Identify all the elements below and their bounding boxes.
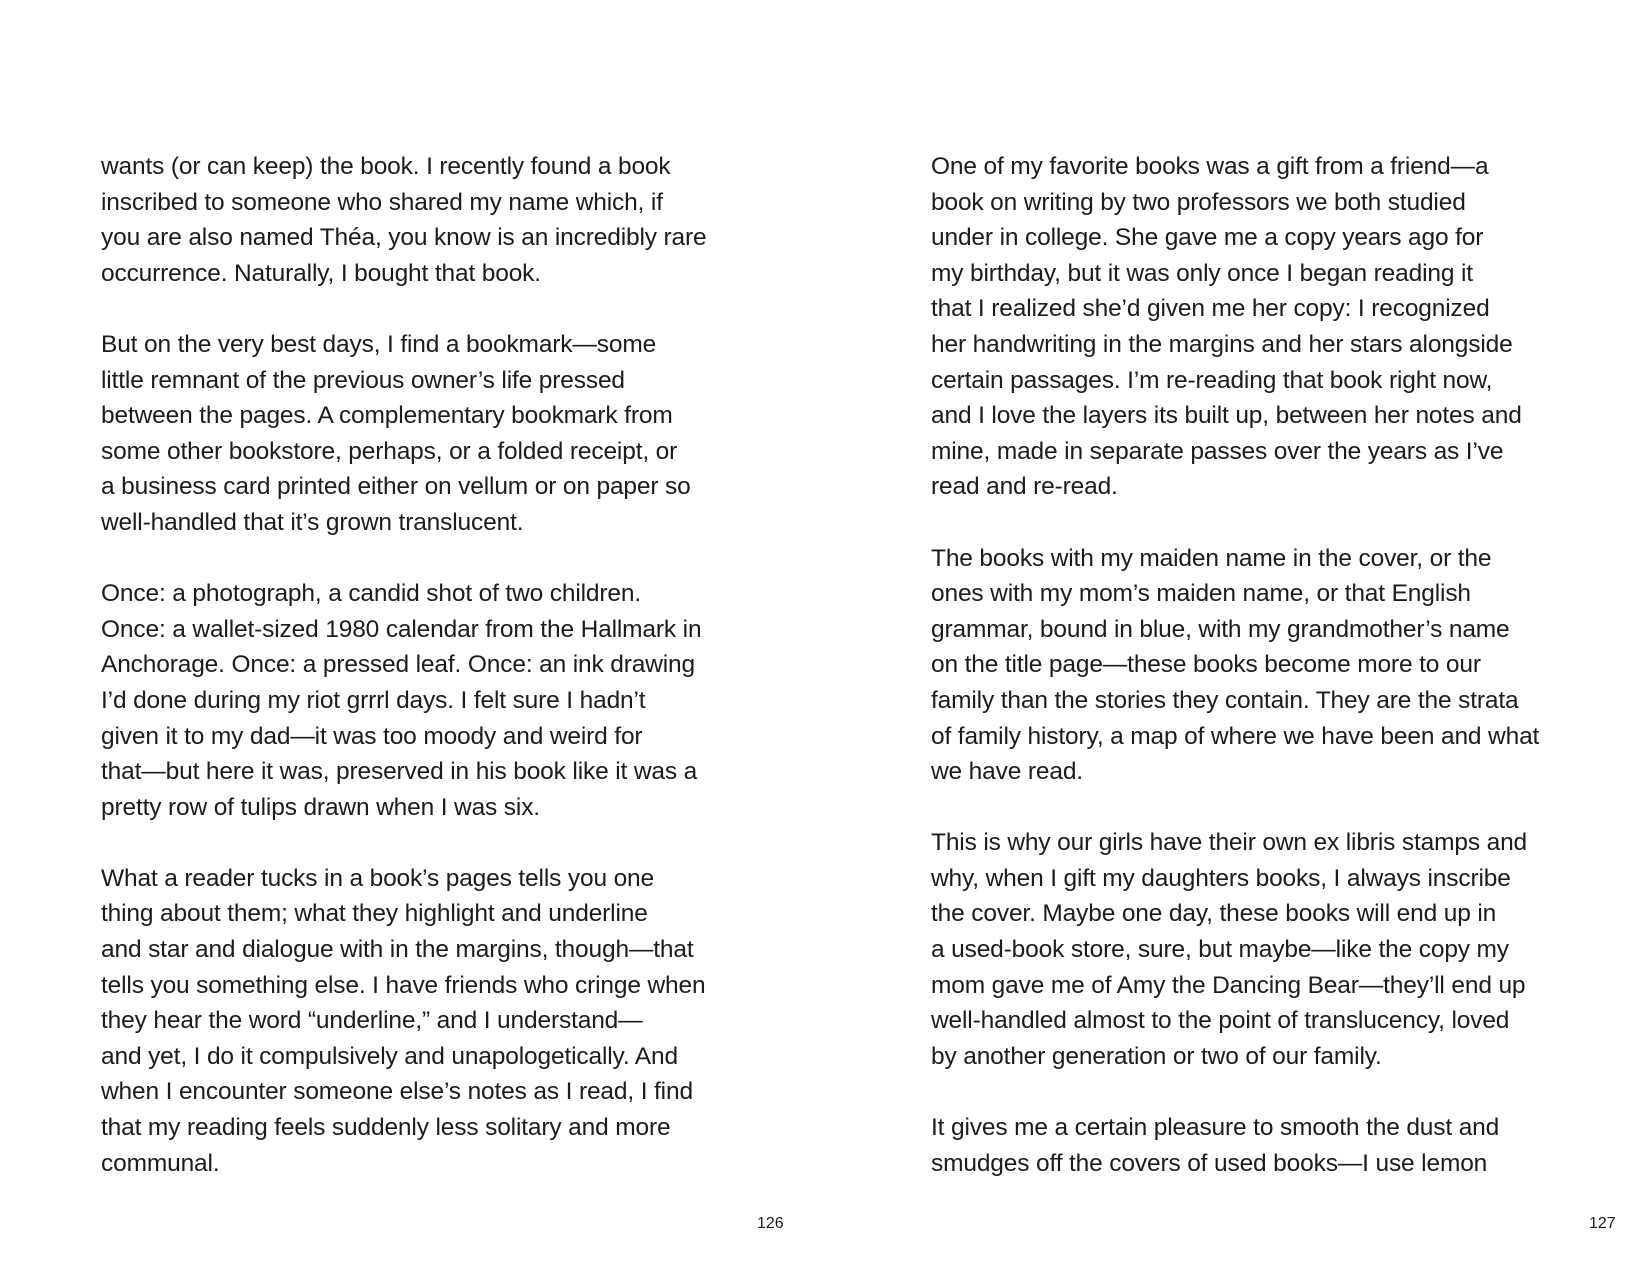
text-line: mom gave me of Amy the Dancing Bear—they’ll end up bbox=[931, 971, 1526, 999]
text-line: The books with my maiden name in the cover, or the bbox=[931, 544, 1492, 572]
text-line: that—but here it was, preserved in his book like it was a bbox=[101, 758, 698, 786]
paragraph bbox=[101, 861, 741, 1181]
text-line: a used-book store, sure, but maybe—like the copy my bbox=[931, 936, 1509, 964]
text-line: But on the very best days, I find a bookmark—some bbox=[101, 330, 657, 358]
text-line: wants (or can keep) the book. I recently found a book bbox=[101, 153, 671, 180]
text-line: that my reading feels suddenly less solitary and more bbox=[101, 1114, 671, 1142]
paragraph bbox=[931, 825, 1571, 1074]
text-line: a business card printed either on vellum or on paper so bbox=[101, 473, 691, 501]
text-line: read and re-read. bbox=[931, 473, 1118, 501]
paragraph bbox=[931, 541, 1571, 790]
text-line: What a reader tucks in a book’s pages tells you one bbox=[101, 864, 655, 892]
text-line: and star and dialogue with in the margins, though—that bbox=[101, 936, 694, 964]
text-line: Anchorage. Once: a pressed leaf. Once: an ink drawing bbox=[101, 651, 696, 679]
text-line: you are also named Théa, you know is an incredibly rare bbox=[101, 224, 707, 252]
text-line: when I encounter someone else’s notes as I read, I find bbox=[101, 1078, 693, 1106]
text-line: occurrence. Naturally, I bought that book. bbox=[101, 259, 541, 287]
text-line: given it to my dad—it was too moody and weird for bbox=[101, 722, 643, 750]
paragraph bbox=[931, 149, 1571, 505]
paragraph bbox=[101, 149, 741, 291]
text-line: smudges off the covers of used books—I use lemon bbox=[931, 1149, 1488, 1177]
text-line: on the title page—these books become more to our bbox=[931, 651, 1481, 679]
text-line: under in college. She gave me a copy years ago for bbox=[931, 224, 1484, 252]
paragraph bbox=[101, 327, 741, 541]
text-line: Once: a wallet-sized 1980 calendar from the Hallmark in bbox=[101, 615, 702, 643]
text-line: book on writing by two professors we both studied bbox=[931, 188, 1466, 216]
page-number: 126 bbox=[757, 1215, 784, 1232]
text-line: that I realized she’d given me her copy: I recognized bbox=[931, 295, 1490, 323]
left-page-text bbox=[101, 149, 741, 1181]
text-line: Once: a photograph, a candid shot of two children. bbox=[101, 580, 642, 608]
text-line: and yet, I do it compulsively and unapologetically. And bbox=[101, 1042, 678, 1070]
text-line: inscribed to someone who shared my name which, if bbox=[101, 188, 663, 216]
text-line: we have read. bbox=[931, 758, 1083, 786]
text-line: This is why our girls have their own ex libris stamps and bbox=[931, 829, 1528, 857]
right-page bbox=[825, 0, 1650, 1275]
text-line: pretty row of tulips drawn when I was six. bbox=[101, 793, 540, 821]
text-line: why, when I gift my daughters books, I always inscribe bbox=[931, 864, 1511, 892]
text-line: some other bookstore, perhaps, or a folded receipt, or bbox=[101, 437, 678, 465]
text-line: family than the stories they contain. They are the strata bbox=[931, 686, 1519, 714]
text-line: by another generation or two of our family. bbox=[931, 1042, 1382, 1070]
text-line: tells you something else. I have friends who cringe when bbox=[101, 971, 706, 999]
text-line: I’d done during my riot grrrl days. I felt sure I hadn’t bbox=[101, 686, 646, 714]
text-line: certain passages. I’m re-reading that book right now, bbox=[931, 366, 1493, 394]
text-line: communal. bbox=[101, 1149, 220, 1177]
paragraph bbox=[101, 576, 741, 825]
text-line: thing about them; what they highlight and underline bbox=[101, 900, 648, 928]
paragraph bbox=[931, 1110, 1571, 1181]
text-line: little remnant of the previous owner’s life pressed bbox=[101, 366, 625, 394]
text-line: grammar, bound in blue, with my grandmother’s name bbox=[931, 615, 1510, 643]
text-line: well-handled almost to the point of translucency, loved bbox=[931, 1007, 1510, 1035]
text-line: well-handled that it’s grown translucent. bbox=[101, 508, 524, 536]
text-line: ones with my mom’s maiden name, or that English bbox=[931, 580, 1471, 608]
text-line: It gives me a certain pleasure to smooth the dust and bbox=[931, 1114, 1500, 1142]
text-line: and I love the layers its built up, between her notes and bbox=[931, 402, 1522, 430]
page-number: 127 bbox=[1589, 1215, 1616, 1232]
text-line: my birthday, but it was only once I began reading it bbox=[931, 259, 1473, 287]
text-line: the cover. Maybe one day, these books will end up in bbox=[931, 900, 1497, 928]
text-line: they hear the word “underline,” and I understand— bbox=[101, 1007, 643, 1035]
text-line: One of my favorite books was a gift from a friend—a bbox=[931, 153, 1489, 180]
text-line: her handwriting in the margins and her stars alongside bbox=[931, 330, 1513, 358]
right-page-text bbox=[931, 149, 1571, 1181]
text-line: mine, made in separate passes over the years as I’ve bbox=[931, 437, 1504, 465]
text-line: of family history, a map of where we have been and what bbox=[931, 722, 1540, 750]
text-line: between the pages. A complementary bookmark from bbox=[101, 402, 673, 430]
